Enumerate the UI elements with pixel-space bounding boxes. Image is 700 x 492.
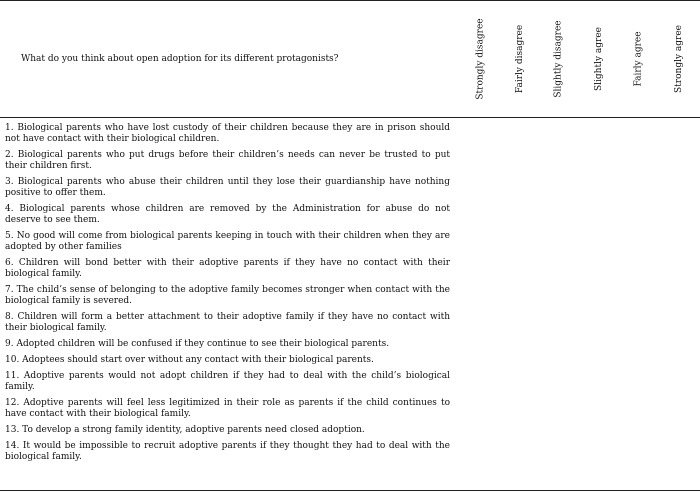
item-9: 9. Adopted children will be confused if they continue to see their biological parents. — [5, 339, 390, 349]
scale-label: Strongly agree — [674, 25, 684, 93]
item-4: 4. Biological parents whose children are removed by the Administration for abuse do not deserve to see them. — [5, 204, 450, 225]
bottom-rule — [0, 490, 700, 491]
scale-label: Slightly disagree — [554, 20, 565, 98]
item-10: 10. Adoptees should start over without any contact with their biological parents. — [5, 355, 374, 365]
item-12: 12. Adoptive parents will feel less legitimized in their role as parents if the child continues to have contact with their biological family. — [5, 398, 450, 419]
item-7: 7. The child’s sense of belonging to the adoptive family becomes stronger when contact with the biological family is severed. — [5, 285, 450, 306]
scale-col-fairly-agree — [620, 1, 658, 117]
scale-label: Slightly agree — [594, 26, 605, 92]
item-8: 8. Children will form a better attachment to their adoptive family if they have no contact with their biological family. — [5, 312, 450, 333]
scale-col-fairly-disagree — [501, 1, 539, 117]
item-6: 6. Children will bond better with their adoptive parents if they have no contact with their biological family. — [5, 258, 450, 279]
scale-label: Fairly disagree — [515, 24, 525, 94]
scale-col-slightly-disagree — [540, 1, 578, 117]
scale-col-strongly-disagree — [462, 1, 500, 117]
item-list — [5, 123, 450, 468]
item-11: 11. Adoptive parents would not adopt children if they had to deal with the child’s biological family. — [5, 371, 450, 392]
scale-header — [462, 1, 700, 117]
header-rule — [0, 117, 700, 118]
scale-label: Strongly disagree — [476, 18, 487, 100]
item-13: 13. To develop a strong family identity, adoptive parents need closed adoption. — [5, 425, 365, 435]
scale-label: Fairly agree — [634, 31, 644, 87]
item-3: 3. Biological parents who abuse their children until they lose their guardianship have nothing positive to offer them. — [5, 177, 450, 198]
scale-col-strongly-agree — [660, 1, 698, 117]
item-1: 1. Biological parents who have lost custody of their children because they are in prison should not have contact with their biological children. — [5, 123, 450, 144]
header-question: What do you think about open adoption for its different protagonists? — [21, 54, 339, 64]
item-2: 2. Biological parents who put drugs before their children’s needs can never be trusted to put their children first. — [5, 150, 450, 171]
item-14: 14. It would be impossible to recruit adoptive parents if they thought they had to deal with the biological family. — [5, 441, 450, 462]
scale-col-slightly-agree — [580, 1, 618, 117]
item-5: 5. No good will come from biological parents keeping in touch with their children when they are adopted by other families — [5, 231, 450, 252]
